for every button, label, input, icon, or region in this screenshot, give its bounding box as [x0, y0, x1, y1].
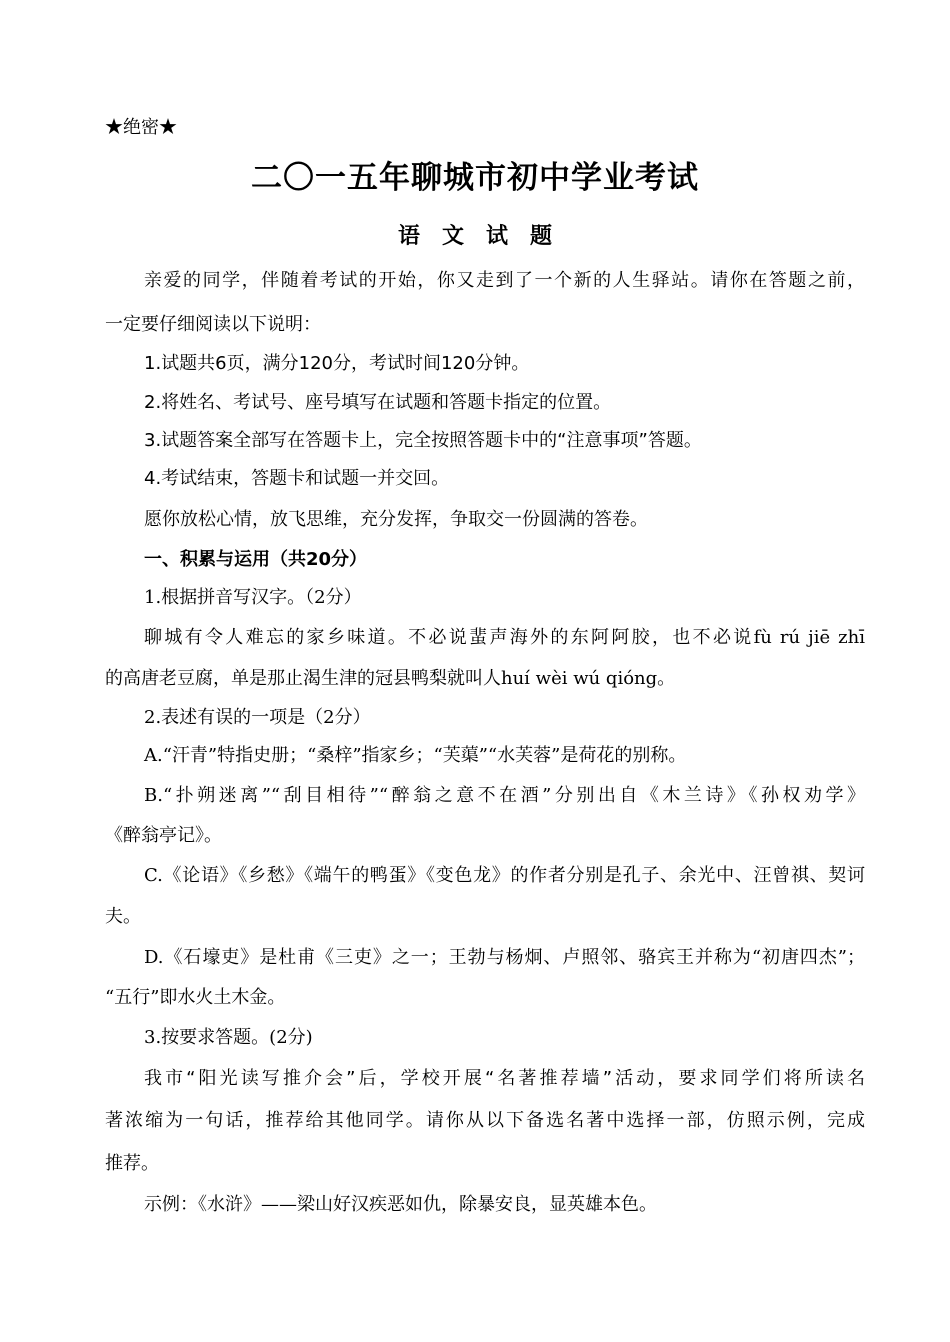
q3-text-line-1: 我市“阳光读写推介会”后，学校开展“名著推荐墙”活动，要求同学们将所读名	[144, 1068, 865, 1089]
intro-closing: 愿你放松心情，放飞思维，充分发挥，争取交一份圆满的答卷。	[144, 509, 648, 530]
rule-item-4: 4.考试结束，答题卡和试题一并交回。	[144, 468, 450, 489]
q2-option-c-line-2: 夫。	[105, 906, 141, 927]
q2-option-a: A.“汗青”特指史册；“桑梓”指家乡；“芙蕖”“水芙蓉”是荷花的别称。	[144, 745, 687, 766]
q1-text-line-2: 的高唐老豆腐，单是那止渴生津的冠县鸭梨就叫人huí wèi wú qióng。	[105, 668, 676, 689]
exam-subtitle: 语文试题	[397, 224, 574, 249]
q2-stem: 2.表述有误的一项是（2分）	[144, 707, 371, 728]
intro-paragraph-line-2: 一定要仔细阅读以下说明：	[105, 314, 321, 335]
q1-stem: 1.根据拼音写汉字。（2分）	[144, 587, 362, 608]
q2-option-b-line-1: B.“扑朔迷离”“刮目相待”“醉翁之意不在酒”分别出自《木兰诗》《孙权劝学》	[144, 785, 865, 806]
q3-text-line-3: 推荐。	[105, 1153, 159, 1174]
rule-item-3: 3.试题答案全部写在答题卡上，完全按照答题卡中的“注意事项”答题。	[144, 430, 702, 451]
q3-example: 示例：《水浒》——梁山好汉疾恶如仇，除暴安良，显英雄本色。	[144, 1194, 657, 1215]
rule-item-2: 2.将姓名、考试号、座号填写在试题和答题卡指定的位置。	[144, 392, 612, 413]
confidential-mark: ★绝密★	[105, 117, 177, 138]
q3-text-line-2: 著浓缩为一句话，推荐给其他同学。请你从以下备选名著中选择一部，仿照示例，完成	[105, 1110, 865, 1131]
rule-item-1: 1.试题共6页，满分120分，考试时间120分钟。	[144, 353, 530, 374]
q2-option-b-line-2: 《醉翁亭记》。	[105, 825, 222, 846]
q2-option-d-line-1: D.《石壕吏》是杜甫《三吏》之一；王勃与杨炯、卢照邻、骆宾王并称为“初唐四杰”；	[144, 947, 865, 968]
intro-paragraph-line-1: 亲爱的同学，伴随着考试的开始，你又走到了一个新的人生驿站。请你在答题之前，	[144, 270, 865, 291]
exam-title: 二〇一五年聊城市初中学业考试	[251, 160, 699, 196]
q3-stem: 3.按要求答题。(2分)	[144, 1027, 313, 1048]
q1-text-line-1: 聊城有令人难忘的家乡味道。不必说蜚声海外的东阿阿胶，也不必说fù rú jiē zhī	[144, 627, 865, 648]
q2-option-c-line-1: C.《论语》《乡愁》《端午的鸭蛋》《变色龙》的作者分别是孔子、余光中、汪曾祺、契诃	[144, 865, 865, 886]
section-heading: 一、积累与运用（共20分）	[144, 549, 368, 570]
q2-option-d-line-2: “五行”即水火土木金。	[105, 987, 286, 1008]
